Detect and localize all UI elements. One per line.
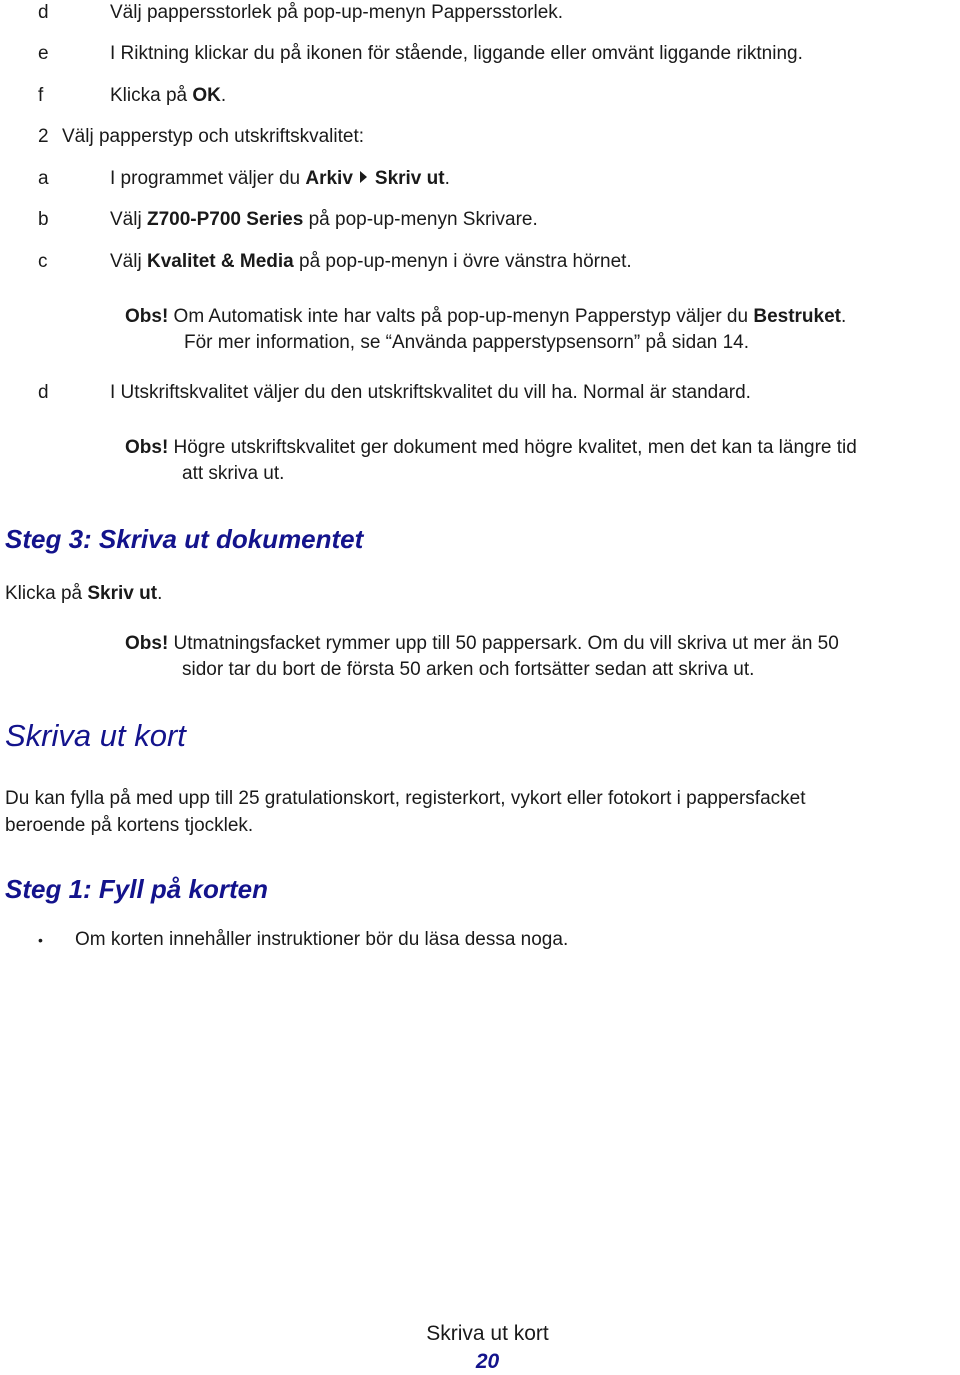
step-marker-c: c	[38, 251, 48, 272]
step-text-c: Välj Kvalitet & Media på pop-up-menyn i övre vänstra hörnet.	[110, 251, 632, 272]
note-c	[125, 304, 846, 356]
step-marker-d: d	[38, 2, 49, 23]
bullet-icon: •	[38, 932, 43, 948]
note-c-line2: För mer information, se “Använda papperstypsensorn” på sidan 14.	[184, 332, 750, 353]
heading-print-cards: Skriva ut kort	[5, 718, 186, 753]
step-text-b: Välj Z700-P700 Series på pop-up-menyn Skrivare.	[110, 209, 538, 230]
step-marker-f: f	[38, 85, 44, 106]
heading-step3: Steg 3: Skriva ut dokumentet	[5, 524, 364, 554]
footer-title: Skriva ut kort	[426, 1322, 549, 1345]
cards-paragraph-line1: Du kan fylla på med upp till 25 gratulationskort, registerkort, vykort eller fotokort i pappersfacket	[5, 788, 806, 809]
note-c-line1: Obs! Om Automatisk inte har valts på pop-up-menyn Papperstyp väljer du Bestruket.	[125, 306, 847, 327]
step-marker-a: a	[38, 168, 49, 189]
step-marker-e: e	[38, 43, 49, 64]
step-marker-b: b	[38, 209, 49, 230]
heading-step1: Steg 1: Fyll på korten	[5, 874, 268, 904]
step-text-e: I Riktning klickar du på ikonen för stående, liggande eller omvänt liggande riktning.	[110, 43, 803, 64]
note-step3	[125, 631, 839, 683]
bullet-text: Om korten innehåller instruktioner bör du läsa dessa noga.	[75, 929, 569, 950]
note-d-line2: att skriva ut.	[182, 463, 285, 484]
step-text-f: Klicka på OK.	[110, 85, 227, 106]
step-text-2: Välj papperstyp och utskriftskvalitet:	[62, 126, 365, 147]
page-number: 20	[475, 1350, 500, 1373]
note-step3-line1: Obs! Utmatningsfacket rymmer upp till 50 pappersark. Om du vill skriva ut mer än 50	[125, 633, 839, 654]
cards-paragraph	[5, 785, 806, 839]
note-step3-line2: sidor tar du bort de första 50 arken och fortsätter sedan att skriva ut.	[182, 659, 755, 680]
step-text-a: I programmet väljer du Arkiv Skriv ut.	[110, 168, 450, 189]
step-marker-d2: d	[38, 382, 49, 403]
cards-paragraph-line2: beroende på kortens tjocklek.	[5, 815, 254, 836]
step3-instruction: Klicka på Skriv ut.	[5, 583, 163, 604]
note-d-line1: Obs! Högre utskriftskvalitet ger dokument med högre kvalitet, men det kan ta längre tid	[125, 437, 857, 458]
step-text-d: Välj pappersstorlek på pop-up-menyn Pappersstorlek.	[110, 2, 564, 23]
menu-arrow-icon	[360, 171, 367, 183]
step-number-2: 2	[38, 126, 49, 147]
step-text-d2: I Utskriftskvalitet väljer du den utskriftskvalitet du vill ha. Normal är standard.	[110, 382, 751, 403]
note-d	[125, 435, 857, 487]
